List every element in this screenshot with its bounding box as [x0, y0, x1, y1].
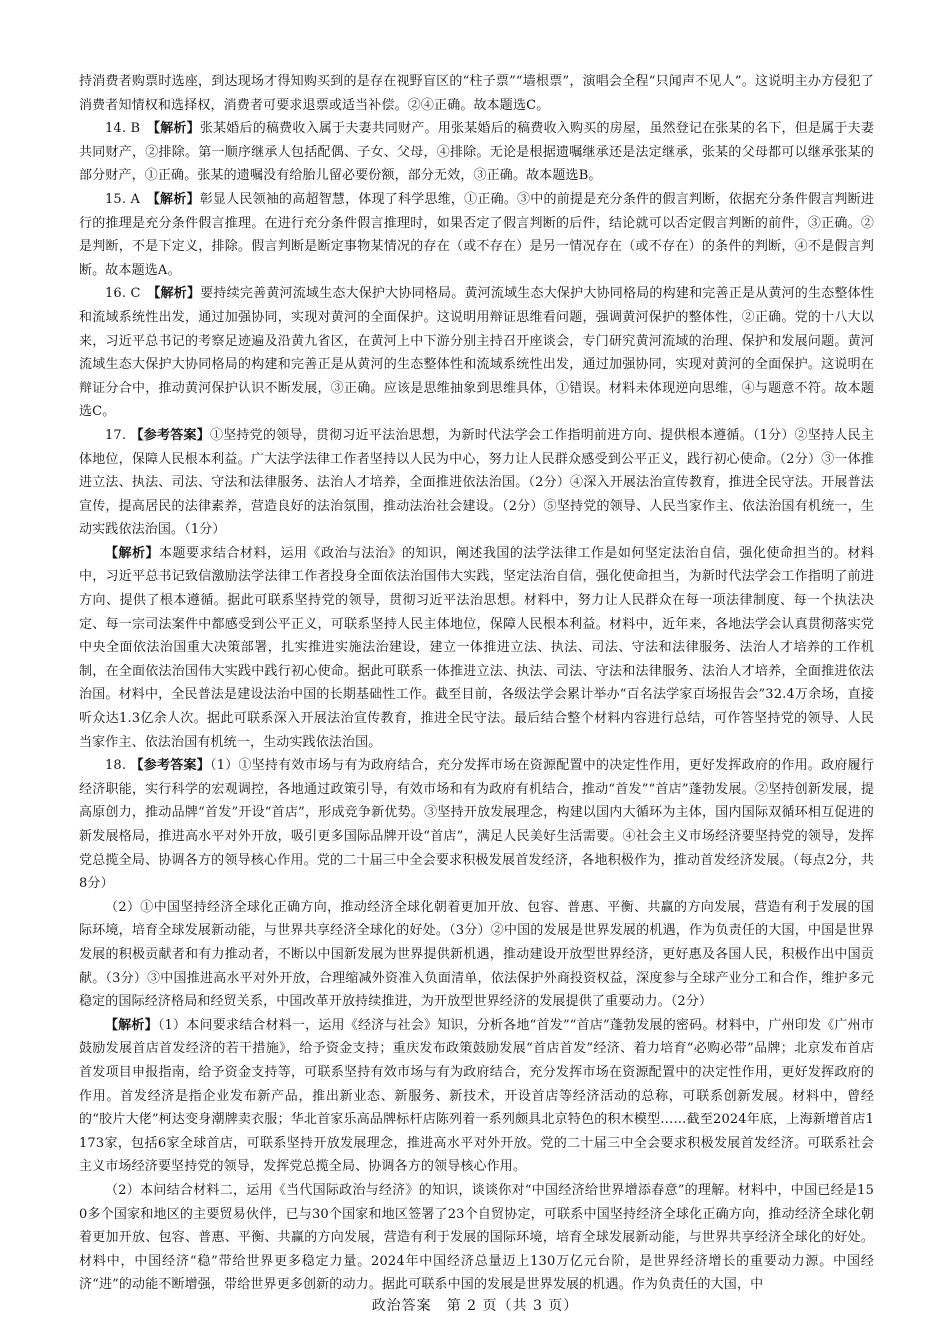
section-label: 【解析】 [153, 191, 200, 207]
paragraph-text: 张某婚后的稿费收入属于夫妻共同财产。用张某婚后的稿费收入购买的房屋，虽然登记在张某的名下，但是属于夫妻共同财产，②排除。第一顺序继承人包括配偶、子女、父母，④排除。无论是根据遗嘱继承还是法定继承，张某的父母都可以继承张某的部分财产，①正确。张某的遗嘱没有给胎儿留必要份额，部分无效，③正确。故本题选B。 [79, 121, 874, 184]
section-label: 【解析】 [153, 286, 201, 302]
answer-paragraph [79, 424, 874, 542]
answer-page [79, 70, 874, 1297]
paragraph-text: （1）本问要求结合材料一，运用《经济与社会》知识，分析各地“首发”“首店”蓬勃发展的密码。材料中，广州印发《广州市鼓励发展首店首发经济的若干措施》，给予资金支持；重庆发布政策鼓励发展“首店首发”经济、着力培育“必购必带”品牌；北京发布首店首发项目申报指南，给予资金支持等，可联系坚持有效市场与有为政府结合，充分发挥市场在资源配置中的决定性作用，更好发挥政府的作用。首发经济是指企业发布新产品，推出新业态、新服务、新技术，开设首店等经济活动的总称，可联系创新发展。材料中，曾经的“胶片大佬”柯达变身潮牌卖衣服；华北首家乐高品牌标杆店陈列着一系列颇具北京特色的积木模型……截至2024年底，上海新增首店1173家，包括6家全球首店，可联系坚持开放发展理念，推进高水平对外开放。党的二十届三中全会要求积极发展首发经济。可联系社会主义市场经济要坚持党的领导，发挥党总揽全局、协调各方的领导核心作用。 [79, 1017, 874, 1175]
answer-paragraph [79, 896, 874, 1014]
paragraph-text: 本题要求结合材料，运用《政治与法治》的知识，阐述我国的法学法律工作是如何坚定法治自信，强化使命担当的。材料中，习近平总书记致信激励法学法律工作者投身全面依法治国伟大实践，坚定法治自信，强化使命担当，为新时代法学会工作指明了前进方向、提供了根本遵循。据此可联系坚持党的领导，贯彻习近平法治思想。材料中，努力让人民群众在每一项法律制度、每一个执法决定、每一宗司法案件中都感受到公平正义，可联系坚持人民主体地位，保障人民根本利益。材料中，近年来，各地法学会认真贯彻落实党中央全面依法治国重大决策部署，扎实推进实施法治建设，建立一体推进立法、执法、司法、守法和法律服务、法治人才培养的工作机制，在全面依法治国伟大实践中践行初心使命。据此可联系一体推进立法、执法、司法、守法和法律服务、法治人才培养，全面推进依法治国。材料中，全民普法是建设法治中国的长期基础性工作。截至目前，各级法学会累计举办“百名法学家百场报告会”32.4万余场，直接听众达1.3亿余人次。据此可联系深入开展法治宣传教育，推进全民守法。最后结合整个材料内容进行总结，可作答坚持党的领导、人民当家作主、依法治国有机统一，生动实践依法治国。 [79, 545, 874, 750]
paragraph-text: ①坚持党的领导，贯彻习近平法治思想，为新时代法学会工作指明前进方向、提供根本遵循。（1分）②坚持人民主体地位，保障人民根本利益。广大法学法律工作者坚持以人民为中心，努力让人民群众感受到公平正义，践行初心使命。（2分）③一体推进立法、执法、司法、守法和法律服务、法治人才培养，全面推进依法治国。（2分）④深入开展法治宣传教育，推进全民守法。开展普法宣传，提高居民的法律素养，营造良好的法治氛围，推动法治社会建设。（2分）⑤坚持党的领导、人民当家作主、依法治国有机统一，生动实践依法治国。（1分） [79, 427, 874, 538]
paragraph-text: （2）本问结合材料二，运用《当代国际政治与经济》的知识，谈谈你对“中国经济给世界增添春意”的理解。材料中，中国已经是150多个国家和地区的主要贸易伙伴，已与30个国家和地区签署了23个自贸协定，可联系中国坚持经济全球化正确方向，推动经济全球化朝着更加开放、包容、普惠、平衡、共赢的方向发展，营造有利于发展的国际环境，培育全球发展新动能，与世界共享经济全球化的好处。材料中，中国经济“稳”带给世界更多稳定力量。2024年中国经济总量迈上130万亿元台阶，是世界经济增长的重要动力源。中国经济“进”的动能不断增强，带给世界更多创新的动力。据此可联系中国的发展是世界发展的机遇。作为负责任的大国，中 [79, 1182, 874, 1293]
answer-paragraph [79, 117, 874, 188]
answer-paragraph [79, 188, 874, 282]
page-footer: 政治答案 第 2 页（共 3 页） [371, 1298, 579, 1314]
section-label: 【参考答案】 [130, 758, 210, 774]
paragraph-text: 17. [105, 427, 131, 443]
paragraph-text: 彰显人民领袖的高超智慧，体现了科学思维，①正确。③中的前提是充分条件的假言判断，依据充分条件假言判断进行的推理是充分条件假言推理。在进行充分条件假言推理时，如果否定了假言判断的后件，结论就可以否定假言判断的前件，③正确。②是判断，不是下定义，排除。假言判断是断定事物某情况的存在（或不存在）是另一情况存在（或不存在）的条件的判断，④不是假言判断。故本题选A。 [79, 191, 874, 278]
paragraph-text: （2）①中国坚持经济全球化正确方向，推动经济全球化朝着更加开放、包容、普惠、平衡、共赢的方向发展，营造有利于发展的国际环境，培育全球发展新动能，与世界共享经济全球化的好处。（3分）②中国的发展是世界发展的机遇，作为负责任的大国，中国是世界发展的积极贡献者和有力推动者，不断以中国新发展为世界提供新机遇，推动建设开放型世界经济，更好惠及各国人民，积极作出中国贡献。（3分）③中国推进高水平对外开放，合理缩减外资准入负面清单，依法保护外商投资权益，深度参与全球产业分工和合作，维护多元稳定的国际经济格局和经贸关系，中国改革开放持续推进，为开放型世界经济的发展提供了重要动力。（2分） [79, 899, 874, 1010]
answer-paragraph [79, 542, 874, 754]
paragraph-text: （1）①坚持有效市场与有为政府结合，充分发挥市场在资源配置中的决定性作用，更好发挥政府的作用。政府履行经济职能，实行科学的宏观调控，各地通过政策引导，有效市场和有为政府有机结合，推动“首发”“首店”蓬勃发展。②坚持创新发展，提高原创力，推动品牌“首发”开设“首店”，形成竞争新优势。③坚持开放发展理念，构建以国内大循环为主体，国内国际双循环相互促进的新发展格局，推进高水平对外开放，吸引更多国际品牌开设“首店”，满足人民美好生活需要。④社会主义市场经济要坚持党的领导，发挥党总揽全局、协调各方的领导核心作用。党的二十届三中全会要求积极发展首发经济，各地积极作为，推动首发经济发展。（每点2分，共8分） [79, 758, 874, 892]
answer-paragraph [79, 1179, 874, 1297]
paragraph-text: 18. [105, 758, 131, 774]
answer-paragraph [79, 282, 874, 424]
paragraph-text: 持消费者购票时选座，到达现场才得知购买到的是存在视野盲区的“柱子票”“墙根票”，演唱会全程“只闻声不见人”。这说明主办方侵犯了消费者知情权和选择权，消费者可要求退票或适当补偿。②④正确。故本题选C。 [79, 74, 874, 113]
answer-paragraph [79, 754, 874, 896]
paragraph-text: 14. B [105, 121, 154, 137]
section-label: 【解析】 [105, 1017, 158, 1033]
paragraph-text: 要持续完善黄河流域生态大保护大协同格局。黄河流域生态大保护大协同格局的构建和完善正是从黄河的生态整体性和流域系统性出发，通过加强协同，实现对黄河的全面保护。这说明用辩证思维看问题，强调黄河保护的整体性，②正确。党的十八大以来，习近平总书记的考察足迹遍及沿黄九省区，在黄河上中下游分别主持召开座谈会，专门研究黄河流域的治理、保护和发展问题。黄河流域生态大保护大协同格局的构建和完善正是从黄河的生态整体性和流域系统性出发，通过加强协同，实现对黄河的全面保护。这说明在辩证分合中，推动黄河保护认识不断发展，③正确。应该是思维抽象到思维具体，①错误。材料未体现逆向思维，④与题意不符。故本题选C。 [79, 286, 874, 420]
paragraph-text: 15. A [105, 191, 154, 207]
section-label: 【解析】 [153, 121, 200, 137]
answer-paragraph [79, 1014, 874, 1179]
paragraph-text: 16. C [105, 286, 154, 302]
section-label: 【解析】 [105, 545, 159, 561]
section-label: 【参考答案】 [130, 427, 210, 443]
answer-paragraph [79, 70, 874, 117]
